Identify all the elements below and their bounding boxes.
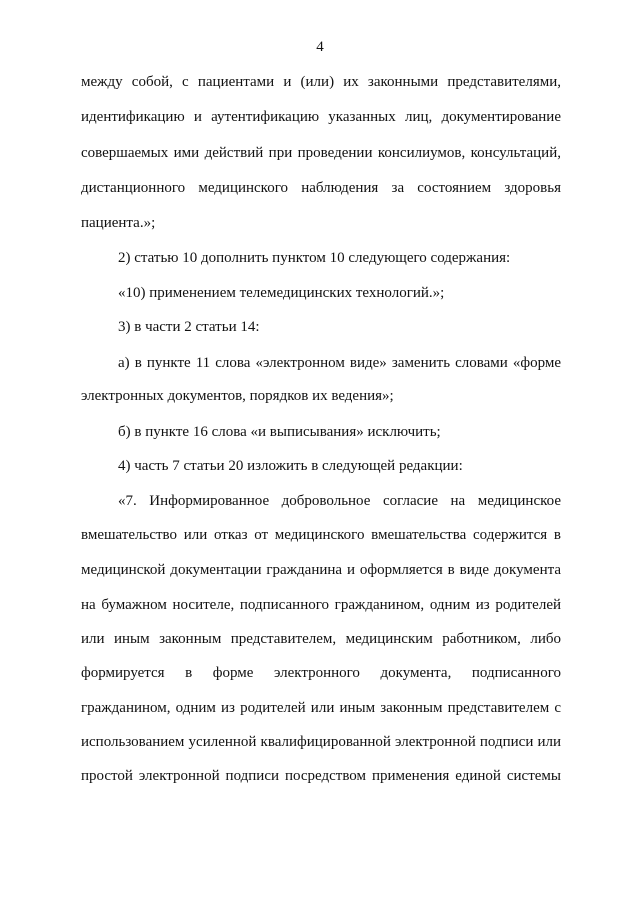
text-line: между собой, с пациентами и (или) их законными представителями, <box>81 74 561 90</box>
text-line: на бумажном носителе, подписанного гражданином, одним из родителей <box>81 597 561 613</box>
text-line: б) в пункте 16 слова «и выписывания» исключить; <box>118 424 441 440</box>
text-line: медицинской документации гражданина и оформляется в виде документа <box>81 562 561 578</box>
text-line: простой электронной подписи посредством применения единой системы <box>81 768 561 784</box>
text-line: дистанционного медицинского наблюдения за состоянием здоровья <box>81 180 561 196</box>
text-line: электронных документов, порядков их ведения»; <box>81 388 394 404</box>
text-line: 2) статью 10 дополнить пунктом 10 следующего содержания: <box>118 250 511 266</box>
text-line: 3) в части 2 статьи 14: <box>118 319 260 335</box>
text-line: формируется в форме электронного документа, подписанного <box>81 665 561 681</box>
page-number: 4 <box>316 39 324 55</box>
text-line: гражданином, одним из родителей или иным законным представителем с <box>81 700 561 716</box>
text-line: или иным законным представителем, медицинским работником, либо <box>81 631 561 647</box>
text-line: вмешательство или отказ от медицинского вмешательства содержится в <box>81 527 561 543</box>
text-line: «7. Информированное добровольное согласие на медицинское <box>118 493 561 509</box>
text-line: а) в пункте 11 слова «электронном виде» заменить словами «форме <box>118 355 561 371</box>
text-line: идентификацию и аутентификацию указанных лиц, документирование <box>81 109 561 125</box>
text-line: совершаемых ими действий при проведении консилиумов, консультаций, <box>81 145 561 161</box>
text-line: использованием усиленной квалифицированной электронной подписи или <box>81 734 561 750</box>
text-line: 4) часть 7 статьи 20 изложить в следующей редакции: <box>118 458 463 474</box>
text-line: пациента.»; <box>81 215 156 231</box>
text-line: «10) применением телемедицинских технологий.»; <box>118 285 445 301</box>
